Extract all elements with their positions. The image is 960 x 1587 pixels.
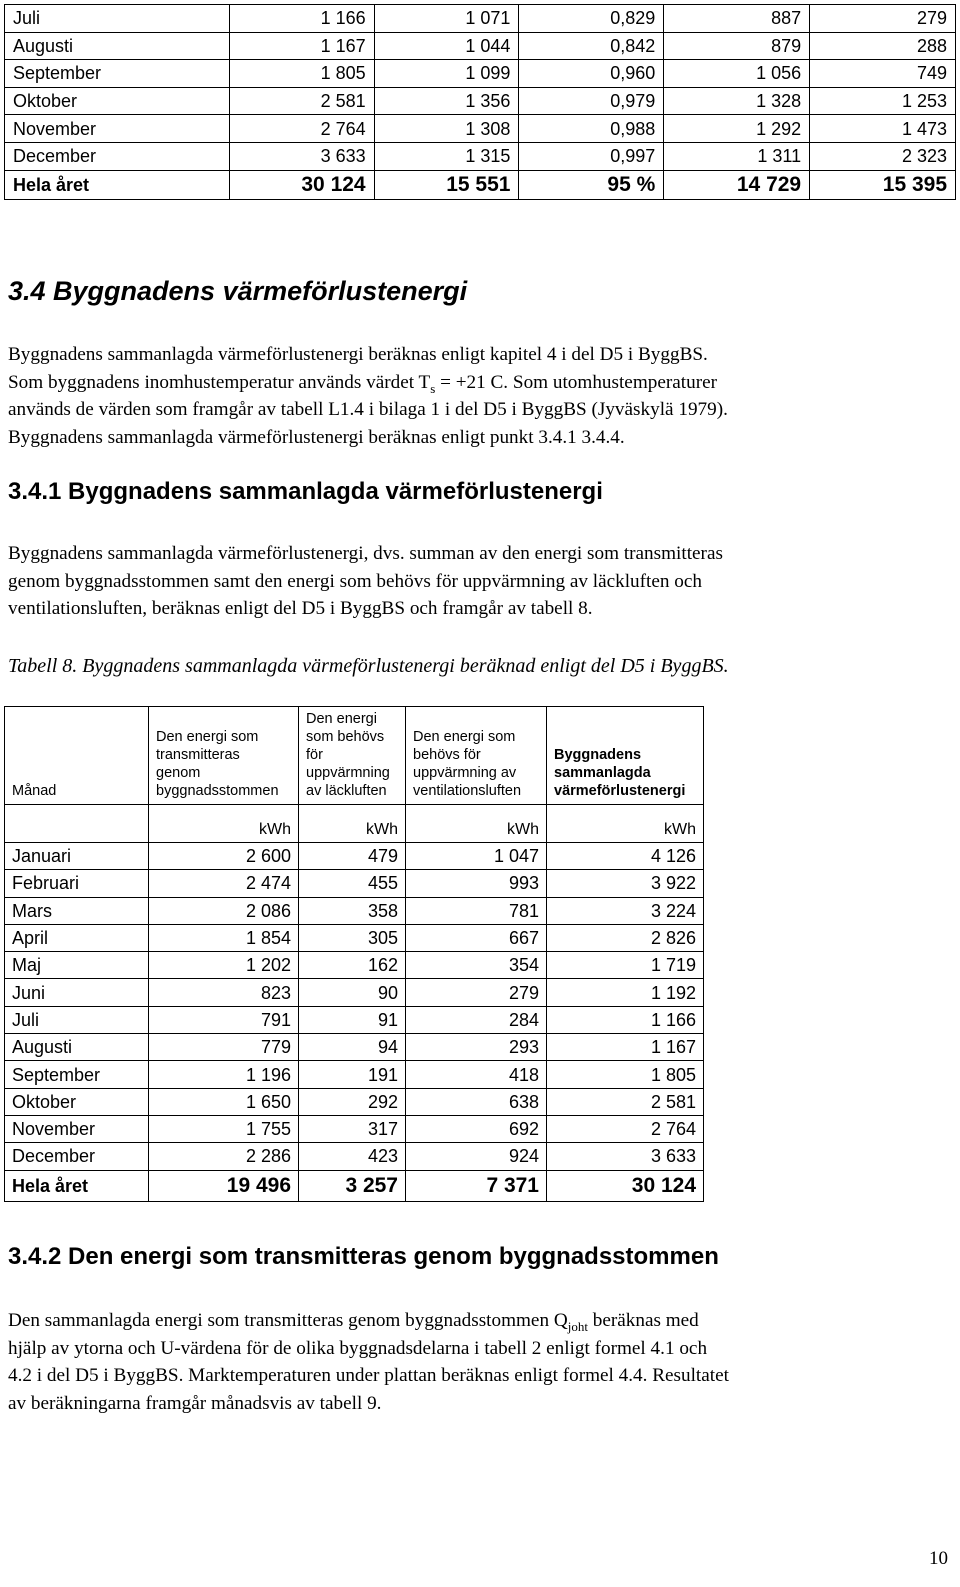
table-8-heat-loss-energy bbox=[4, 706, 704, 1202]
value-cell: 1 099 bbox=[374, 60, 519, 88]
header-line: ventilationsluften bbox=[413, 783, 522, 799]
value-cell: 0,988 bbox=[519, 115, 664, 143]
value-cell: 2 286 bbox=[149, 1143, 299, 1170]
header-line: Byggnadens bbox=[554, 747, 642, 763]
value-cell: 1 167 bbox=[547, 1034, 704, 1061]
value-cell: 2 474 bbox=[149, 870, 299, 897]
value-cell: 305 bbox=[299, 924, 406, 951]
month-cell: Augusti bbox=[5, 1034, 149, 1061]
paragraph-line bbox=[8, 369, 953, 397]
unit-cell: kWh bbox=[547, 805, 704, 843]
value-cell: 2 826 bbox=[547, 924, 704, 951]
month-cell: November bbox=[5, 1115, 149, 1142]
table-total-row bbox=[5, 170, 956, 199]
header-line: genom bbox=[156, 765, 201, 781]
month-cell: Juli bbox=[5, 5, 230, 33]
table-row bbox=[5, 1143, 704, 1170]
section-3-4-1-paragraph bbox=[8, 540, 953, 623]
paragraph-line: Byggnadens sammanlagda värmeförlustenergi beräknas enligt kapitel 4 i del D5 i ByggBS. bbox=[8, 344, 708, 365]
header-line: Den energi bbox=[306, 711, 377, 727]
header-line: byggnadsstommen bbox=[156, 783, 279, 799]
value-cell: 288 bbox=[810, 32, 956, 60]
value-cell: 3 633 bbox=[229, 142, 374, 170]
paragraph-text: = +21 C. Som utomhustemperaturer bbox=[435, 371, 717, 393]
total-cell: 15 395 bbox=[810, 170, 956, 199]
value-cell: 279 bbox=[810, 5, 956, 33]
header-line: Den energi som bbox=[156, 729, 259, 745]
table-row bbox=[5, 5, 956, 33]
header-line: uppvärmning bbox=[306, 765, 390, 781]
table-row bbox=[5, 87, 956, 115]
value-cell: 993 bbox=[406, 870, 547, 897]
value-cell: 879 bbox=[664, 32, 810, 60]
table-row bbox=[5, 870, 704, 897]
month-cell: Hela året bbox=[5, 1170, 149, 1201]
value-cell: 692 bbox=[406, 1115, 547, 1142]
value-cell: 292 bbox=[299, 1088, 406, 1115]
value-cell: 1 315 bbox=[374, 142, 519, 170]
units-row bbox=[5, 805, 704, 843]
value-cell: 2 086 bbox=[149, 897, 299, 924]
month-cell: September bbox=[5, 1061, 149, 1088]
table-row bbox=[5, 32, 956, 60]
table-total-row bbox=[5, 1170, 704, 1201]
header-line: sammanlagda bbox=[554, 765, 651, 781]
value-cell: 455 bbox=[299, 870, 406, 897]
table-row bbox=[5, 142, 956, 170]
value-cell: 1 253 bbox=[810, 87, 956, 115]
month-cell: Juni bbox=[5, 979, 149, 1006]
total-cell: 19 496 bbox=[149, 1170, 299, 1201]
value-cell: 1 044 bbox=[374, 32, 519, 60]
table-row bbox=[5, 924, 704, 951]
unit-cell: kWh bbox=[299, 805, 406, 843]
paragraph-line: Byggnadens sammanlagda värmeförlustenergi, dvs. summan av den energi som transmitteras bbox=[8, 543, 723, 564]
value-cell: 0,829 bbox=[519, 5, 664, 33]
value-cell: 887 bbox=[664, 5, 810, 33]
paragraph-line: hjälp av ytorna och U-värdena för de olika byggnadsdelarna i tabell 2 enligt formel 4.1 och bbox=[8, 1337, 708, 1359]
header-leakage-air bbox=[299, 707, 406, 805]
value-cell: 1 192 bbox=[547, 979, 704, 1006]
table-caption: Tabell 8. Byggnadens sammanlagda värmeförlustenergi beräknad enligt del D5 i ByggBS. bbox=[8, 655, 729, 677]
value-cell: 2 764 bbox=[547, 1115, 704, 1142]
total-cell: 30 124 bbox=[547, 1170, 704, 1201]
month-cell: April bbox=[5, 924, 149, 951]
value-cell: 1 805 bbox=[229, 60, 374, 88]
paragraph-line: ventilationsluften, beräknas enligt del D5 i ByggBS och framgår av tabell 8. bbox=[8, 598, 593, 619]
value-cell: 91 bbox=[299, 1006, 406, 1033]
section-heading-3-4-1: 3.4.1 Byggnadens sammanlagda värmeförlustenergi bbox=[8, 478, 603, 505]
header-line: behövs för bbox=[413, 747, 481, 763]
value-cell: 823 bbox=[149, 979, 299, 1006]
value-cell: 2 581 bbox=[229, 87, 374, 115]
value-cell: 317 bbox=[299, 1115, 406, 1142]
value-cell: 1 719 bbox=[547, 952, 704, 979]
value-cell: 90 bbox=[299, 979, 406, 1006]
header-line: transmitteras bbox=[156, 747, 240, 763]
table-row bbox=[5, 60, 956, 88]
value-cell: 1 308 bbox=[374, 115, 519, 143]
table-row bbox=[5, 952, 704, 979]
value-cell: 94 bbox=[299, 1034, 406, 1061]
value-cell: 0,997 bbox=[519, 142, 664, 170]
value-cell: 1 356 bbox=[374, 87, 519, 115]
month-cell: December bbox=[5, 1143, 149, 1170]
section-heading-3-4: 3.4 Byggnadens värmeförlustenergi bbox=[8, 276, 468, 306]
table-header-row bbox=[5, 707, 704, 805]
value-cell: 284 bbox=[406, 1006, 547, 1033]
page-number: 10 bbox=[929, 1548, 948, 1569]
value-cell: 1 166 bbox=[229, 5, 374, 33]
subscript: s bbox=[430, 380, 436, 396]
header-line: uppvärmning av bbox=[413, 765, 517, 781]
month-cell: Januari bbox=[5, 843, 149, 870]
value-cell: 3 224 bbox=[547, 897, 704, 924]
table-row bbox=[5, 1115, 704, 1142]
section-heading-3-4-2: 3.4.2 Den energi som transmitteras genom byggnadsstommen bbox=[8, 1243, 719, 1270]
paragraph-line bbox=[8, 1307, 953, 1335]
value-cell: 191 bbox=[299, 1061, 406, 1088]
value-cell: 1 196 bbox=[149, 1061, 299, 1088]
paragraph-line: används de värden som framgår av tabell L1.4 i bilaga 1 i del D5 i ByggBS (Jyväskylä 1979). bbox=[8, 399, 728, 420]
table-row bbox=[5, 897, 704, 924]
value-cell: 2 581 bbox=[547, 1088, 704, 1115]
month-cell: Mars bbox=[5, 897, 149, 924]
value-cell: 1 650 bbox=[149, 1088, 299, 1115]
total-cell: 14 729 bbox=[664, 170, 810, 199]
header-total-heat-loss bbox=[547, 707, 704, 805]
value-cell: 0,960 bbox=[519, 60, 664, 88]
value-cell: 1 292 bbox=[664, 115, 810, 143]
value-cell: 791 bbox=[149, 1006, 299, 1033]
value-cell: 162 bbox=[299, 952, 406, 979]
value-cell: 667 bbox=[406, 924, 547, 951]
value-cell: 418 bbox=[406, 1061, 547, 1088]
header-line: värmeförlustenergi bbox=[554, 783, 686, 799]
header-line: för bbox=[306, 747, 323, 763]
value-cell: 0,842 bbox=[519, 32, 664, 60]
unit-cell: kWh bbox=[406, 805, 547, 843]
month-cell: December bbox=[5, 142, 230, 170]
value-cell: 1 805 bbox=[547, 1061, 704, 1088]
value-cell: 924 bbox=[406, 1143, 547, 1170]
value-cell: 1 328 bbox=[664, 87, 810, 115]
value-cell: 358 bbox=[299, 897, 406, 924]
value-cell: 354 bbox=[406, 952, 547, 979]
value-cell: 1 047 bbox=[406, 843, 547, 870]
value-cell: 779 bbox=[149, 1034, 299, 1061]
month-cell: November bbox=[5, 115, 230, 143]
paragraph-line: Byggnadens sammanlagda värmeförlustenergi beräknas enligt punkt 3.4.1 3.4.4. bbox=[8, 426, 625, 448]
paragraph-text: beräknas med bbox=[587, 1310, 699, 1331]
header-transmission bbox=[149, 707, 299, 805]
value-cell: 423 bbox=[299, 1143, 406, 1170]
total-cell: 15 551 bbox=[374, 170, 519, 199]
total-cell: 95 % bbox=[519, 170, 664, 199]
month-cell: Oktober bbox=[5, 1088, 149, 1115]
units-empty-cell bbox=[5, 805, 149, 843]
value-cell: 781 bbox=[406, 897, 547, 924]
value-cell: 1 056 bbox=[664, 60, 810, 88]
header-month: Månad bbox=[5, 707, 149, 805]
paragraph-text: Den sammanlagda energi som transmitteras genom byggnadsstommen Q bbox=[8, 1310, 568, 1331]
table-row bbox=[5, 1034, 704, 1061]
value-cell: 2 600 bbox=[149, 843, 299, 870]
value-cell: 1 473 bbox=[810, 115, 956, 143]
value-cell: 4 126 bbox=[547, 843, 704, 870]
month-cell: Juli bbox=[5, 1006, 149, 1033]
month-cell: Augusti bbox=[5, 32, 230, 60]
table-row bbox=[5, 843, 704, 870]
table-row bbox=[5, 1061, 704, 1088]
header-line: av läckluften bbox=[306, 783, 387, 799]
header-line: Den energi som bbox=[413, 729, 516, 745]
paragraph-line: 4.2 i del D5 i ByggBS. Marktemperaturen under plattan beräknas enligt formel 4.4. Resultatet bbox=[8, 1365, 729, 1386]
value-cell: 1 202 bbox=[149, 952, 299, 979]
value-cell: 2 764 bbox=[229, 115, 374, 143]
value-cell: 1 167 bbox=[229, 32, 374, 60]
value-cell: 3 633 bbox=[547, 1143, 704, 1170]
value-cell: 638 bbox=[406, 1088, 547, 1115]
value-cell: 1 071 bbox=[374, 5, 519, 33]
value-cell: 3 922 bbox=[547, 870, 704, 897]
value-cell: 2 323 bbox=[810, 142, 956, 170]
subscript: joht bbox=[567, 1318, 588, 1334]
header-ventilation-air bbox=[406, 707, 547, 805]
value-cell: 749 bbox=[810, 60, 956, 88]
paragraph-text: Som byggnadens inomhustemperatur används värdet T bbox=[8, 371, 431, 393]
total-cell: 30 124 bbox=[229, 170, 374, 199]
month-cell: Oktober bbox=[5, 87, 230, 115]
month-cell: Maj bbox=[5, 952, 149, 979]
value-cell: 1 311 bbox=[664, 142, 810, 170]
value-cell: 0,979 bbox=[519, 87, 664, 115]
header-line: som behövs bbox=[306, 729, 385, 745]
total-cell: 7 371 bbox=[406, 1170, 547, 1201]
value-cell: 1 755 bbox=[149, 1115, 299, 1142]
value-cell: 1 166 bbox=[547, 1006, 704, 1033]
section-3-4-2-paragraph bbox=[8, 1307, 953, 1417]
paragraph-line: genom byggnadsstommen samt den energi som behövs för uppvärmning av läckluften och bbox=[8, 570, 702, 592]
monthly-energy-table-top bbox=[4, 4, 956, 200]
table-row bbox=[5, 1088, 704, 1115]
section-3-4-paragraph bbox=[8, 341, 953, 451]
month-cell: Februari bbox=[5, 870, 149, 897]
table-row bbox=[5, 1006, 704, 1033]
value-cell: 279 bbox=[406, 979, 547, 1006]
table-row bbox=[5, 115, 956, 143]
total-cell: 3 257 bbox=[299, 1170, 406, 1201]
paragraph-line: av beräkningarna framgår månadsvis av tabell 9. bbox=[8, 1392, 382, 1414]
unit-cell: kWh bbox=[149, 805, 299, 843]
value-cell: 479 bbox=[299, 843, 406, 870]
month-cell: Hela året bbox=[5, 170, 230, 199]
month-cell: September bbox=[5, 60, 230, 88]
table-row bbox=[5, 979, 704, 1006]
value-cell: 293 bbox=[406, 1034, 547, 1061]
value-cell: 1 854 bbox=[149, 924, 299, 951]
